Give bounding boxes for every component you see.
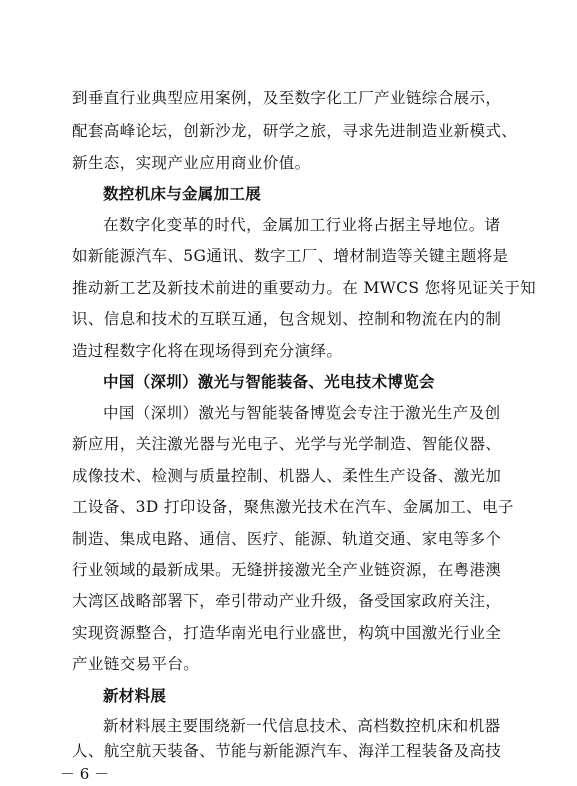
section-heading: 新材料展 [103, 687, 167, 705]
text-line: 到垂直行业典型应用案例，及至数字化工厂产业链综合展示， [72, 89, 502, 107]
section-heading: 数控机床与金属加工展 [103, 185, 262, 203]
text-line: 制造、集成电路、通信、医疗、能源、轨道交通、家电等多个 [72, 530, 502, 548]
text-line: 配套高峰论坛，创新沙龙，研学之旅，寻求先进制造业新模式、 [72, 122, 518, 140]
text-line: 如新能源汽车、5G通讯、数字工厂、增材制造等关键主题将是 [72, 247, 509, 265]
text-line: 实现资源整合，打造华南光电行业盛世，构筑中国激光行业全 [72, 624, 502, 642]
page-number: － 6 － [60, 765, 110, 783]
text-line: 新生态，实现产业应用商业价值。 [72, 154, 311, 172]
text-line: 造过程数字化将在现场得到充分演绎。 [72, 342, 343, 360]
text-line: 识、信息和技术的互联互通，包含规划、控制和物流在内的制 [72, 310, 502, 328]
text-line: 工设备、3D 打印设备，聚焦激光技术在汽车、金属加工、电子 [72, 498, 514, 516]
text-line: 人、航空航天装备、节能与新能源汽车、海洋工程装备及高技 [72, 742, 502, 760]
text-line: 推动新工艺及新技术前进的重要动力。在 MWCS 您将见证关于知 [72, 279, 537, 297]
text-line: 成像技术、检测与质量控制、机器人、柔性生产设备、激光加 [72, 467, 502, 485]
text-line: 大湾区战略部署下，牵引带动产业升级，备受国家政府关注， [72, 592, 502, 610]
section-heading: 中国（深圳）激光与智能装备、光电技术博览会 [103, 373, 435, 391]
text-line: 在数字化变革的时代，金属加工行业将占据主导地位。诸 [103, 216, 501, 234]
text-line: 新应用，关注激光器与光电子、光学与光学制造、智能仪器、 [72, 435, 502, 453]
text-line: 行业领域的最新成果。无缝拼接激光全产业链资源，在粤港澳 [72, 561, 502, 579]
text-line: 中国（深圳）激光与智能装备博览会专注于激光生产及创 [103, 404, 501, 422]
text-line: 产业链交易平台。 [72, 655, 200, 673]
text-line: 新材料展主要围绕新一代信息技术、高档数控机床和机器 [103, 717, 501, 735]
